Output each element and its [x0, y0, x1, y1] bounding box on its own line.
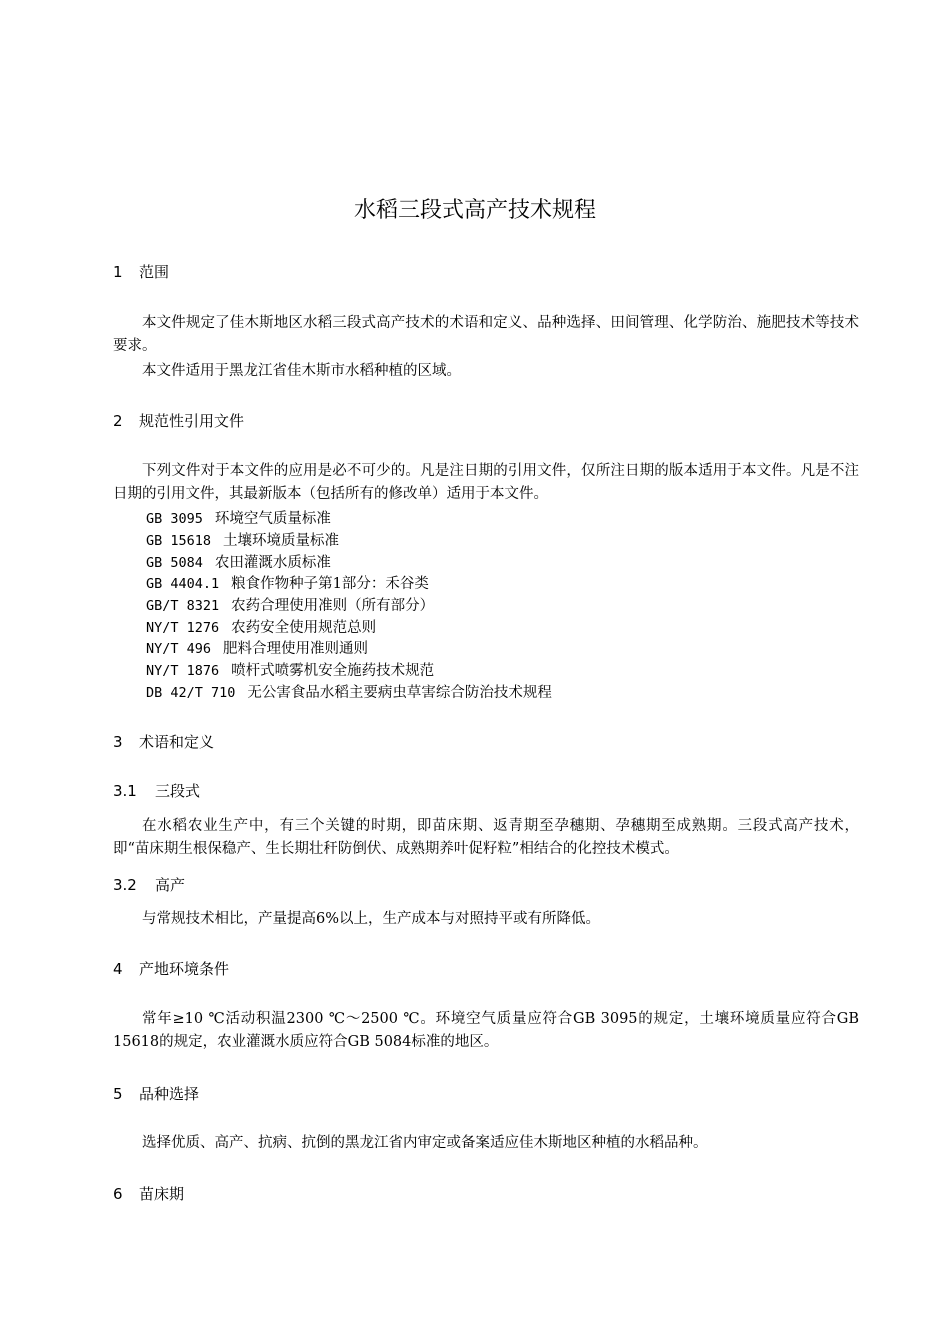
- definition-high-yield: 与常规技术相比，产量提高6%以上，生产成本与对照持平或有所降低。: [142, 911, 601, 927]
- section-number: 2: [113, 412, 123, 430]
- reference-item: [146, 552, 331, 574]
- environment-paragraph: 常年≥10 ℃活动积温2300 ℃～2500 ℃。环境空气质量应符合GB 3095的规定，土壤环境质量应符合GB 15618的规定，农业灌溉水质应符合GB 5084标准的地区。: [113, 1011, 859, 1050]
- reference-item: [146, 595, 434, 617]
- section-heading-normative-references: [113, 410, 244, 432]
- subsection-title: 高产: [155, 876, 186, 894]
- subsection-title: 三段式: [155, 782, 201, 800]
- reference-code: GB 5084: [146, 555, 203, 571]
- reference-item: [146, 530, 339, 552]
- section-title: 苗床期: [139, 1185, 185, 1203]
- reference-code: GB 3095: [146, 511, 203, 527]
- reference-name: 粮食作物种子第1部分：禾谷类: [231, 576, 429, 592]
- reference-name: 环境空气质量标准: [214, 511, 331, 527]
- section-title: 品种选择: [139, 1085, 200, 1103]
- section-number: 3: [113, 733, 123, 751]
- section-number: 4: [113, 960, 123, 978]
- section-heading-environment: [113, 958, 229, 980]
- section-heading-terms: [113, 731, 214, 753]
- reference-item: [146, 573, 429, 595]
- subsection-number: 3.1: [113, 782, 137, 800]
- reference-item: [146, 638, 368, 660]
- section-number: 5: [113, 1085, 123, 1103]
- reference-code: NY/T 1876: [146, 663, 220, 679]
- reference-item: [146, 660, 434, 682]
- variety-paragraph: 选择优质、高产、抗病、抗倒的黑龙江省内审定或备案适应佳木斯地区种植的水稻品种。: [142, 1135, 708, 1151]
- section-title: 范围: [139, 263, 170, 281]
- reference-name: 土壤环境质量标准: [223, 533, 340, 549]
- reference-name: 农田灌溉水质标准: [214, 555, 331, 571]
- reference-name: 肥料合理使用准则通则: [223, 641, 369, 657]
- section-title: 术语和定义: [139, 733, 215, 751]
- reference-code: NY/T 496: [146, 641, 212, 657]
- section-number: 1: [113, 263, 123, 281]
- reference-code: GB 4404.1: [146, 576, 220, 592]
- subsection-number: 3.2: [113, 876, 137, 894]
- definition-three-stage: 在水稻农业生产中，有三个关键的时期，即苗床期、返青期至孕穗期、孕穗期至成熟期。三段式高产技术，即“苗床期生根保稳产、生长期壮秆防倒伏、成熟期养叶促籽粒”相结合的化控技术模式。: [113, 818, 859, 857]
- reference-code: GB 15618: [146, 533, 212, 549]
- section-heading-scope: [113, 261, 169, 283]
- section-number: 6: [113, 1185, 123, 1203]
- section-title: 产地环境条件: [139, 960, 230, 978]
- reference-name: 喷杆式喷雾机安全施药技术规范: [231, 663, 435, 679]
- reference-name: 无公害食品水稻主要病虫草害综合防治技术规程: [247, 685, 552, 701]
- section-title: 规范性引用文件: [139, 412, 245, 430]
- reference-name: 农药安全使用规范总则: [231, 620, 377, 636]
- reference-item: [146, 508, 331, 530]
- reference-code: GB/T 8321: [146, 598, 220, 614]
- section-heading-variety-selection: [113, 1083, 199, 1105]
- section-heading-seedbed: [113, 1183, 184, 1205]
- subsection-heading-three-stage: [113, 780, 200, 802]
- reference-item: [146, 617, 376, 639]
- scope-paragraph-1: 本文件规定了佳木斯地区水稻三段式高产技术的术语和定义、品种选择、田间管理、化学防治、施肥技术等技术要求。: [113, 315, 859, 354]
- scope-paragraph-2: 本文件适用于黑龙江省佳木斯市水稻种植的区域。: [142, 363, 461, 379]
- document-title: 水稻三段式高产技术规程: [353, 198, 596, 223]
- subsection-heading-high-yield: [113, 874, 185, 896]
- references-intro-paragraph: 下列文件对于本文件的应用是必不可少的。凡是注日期的引用文件，仅所注日期的版本适用于本文件。凡是不注日期的引用文件，其最新版本（包括所有的修改单）适用于本文件。: [113, 463, 859, 502]
- reference-code: DB 42/T 710: [146, 685, 236, 701]
- reference-name: 农药合理使用准则（所有部分）: [231, 598, 435, 614]
- reference-code: NY/T 1276: [146, 620, 220, 636]
- reference-item: [146, 682, 552, 704]
